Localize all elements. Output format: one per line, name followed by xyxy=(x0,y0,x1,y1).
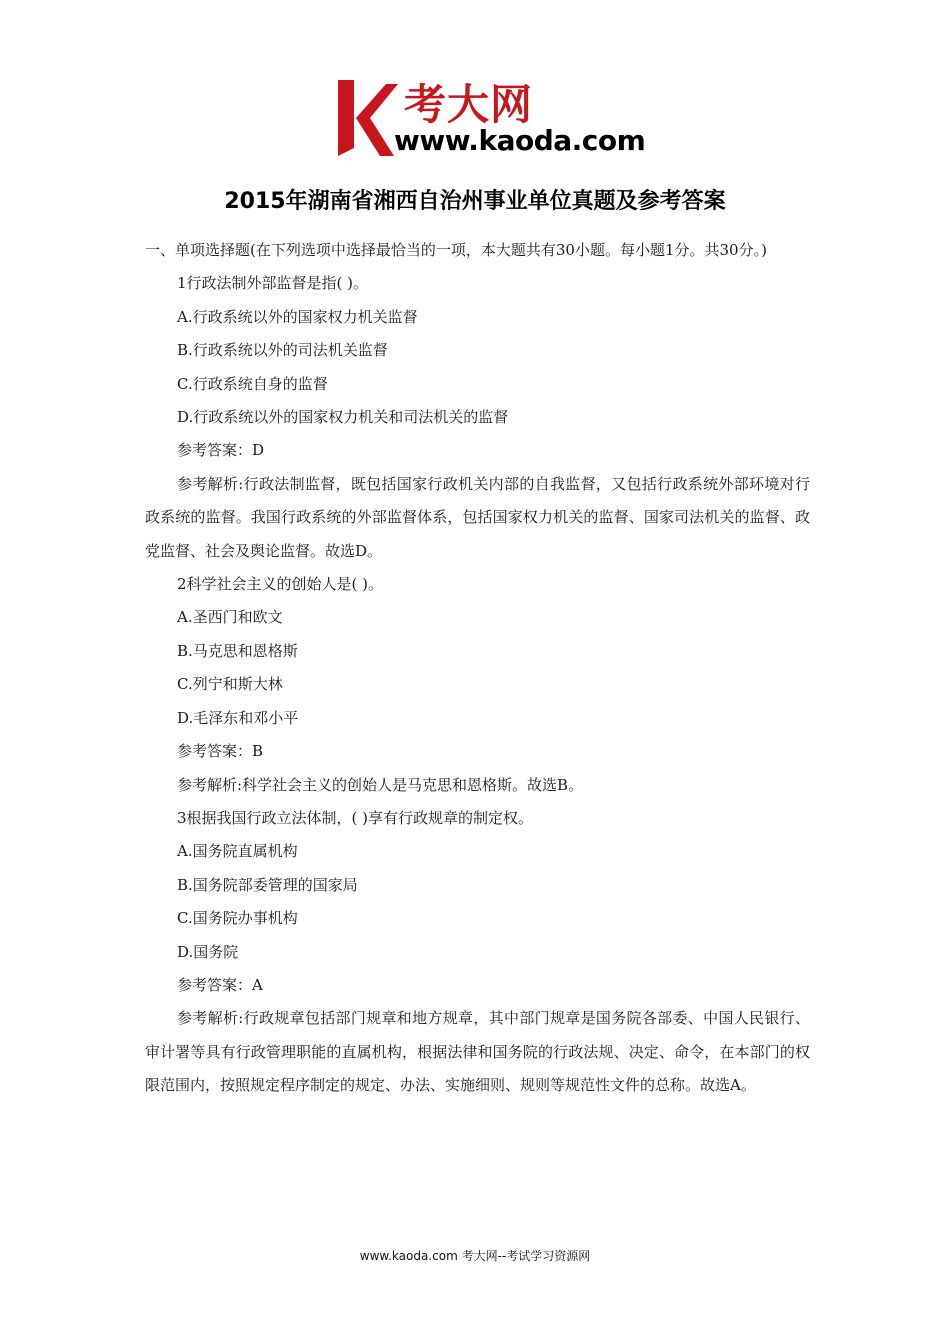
question-2 xyxy=(145,568,810,802)
k-logo-icon xyxy=(334,78,400,158)
option-a: A.国务院直属机构 xyxy=(177,842,298,861)
logo-chinese-name: 考大网 xyxy=(404,80,534,129)
analysis: 参考解析:行政法制监督，既包括国家行政机关内部的自我监督，又包括行政系统外部环境对行政系统的监督。我国行政系统的外部监督体系，包括国家权力机关的监督、国家司法机关的监督、政党监督、社会及舆论监督。故选D。 xyxy=(145,474,810,560)
option-c: C.行政系统自身的监督 xyxy=(177,374,328,393)
site-logo[interactable] xyxy=(334,78,654,160)
section-intro: 一、单项选择题(在下列选项中选择最恰当的一项，本大题共有30小题。每小题1分。共30分。) xyxy=(145,241,767,259)
answer: 参考答案：B xyxy=(177,742,264,761)
document-body xyxy=(145,234,810,1103)
option-c: C.列宁和斯大林 xyxy=(177,675,283,694)
option-c: C.国务院办事机构 xyxy=(177,909,298,928)
option-d: D.毛泽东和邓小平 xyxy=(177,708,299,727)
analysis: 参考解析:科学社会主义的创始人是马克思和恩格斯。故选B。 xyxy=(177,775,584,794)
option-d: D.行政系统以外的国家权力机关和司法机关的监督 xyxy=(177,408,509,427)
document-title: 2015年湖南省湘西自治州事业单位真题及参考答案 xyxy=(224,189,726,214)
answer: 参考答案：A xyxy=(177,975,263,994)
option-a: A.圣西门和欧文 xyxy=(177,608,283,627)
question-stem: 3根据我国行政立法体制，( )享有行政规章的制定权。 xyxy=(177,808,534,827)
question-stem: 2科学社会主义的创始人是( )。 xyxy=(177,575,384,594)
analysis: 参考解析:行政规章包括部门规章和地方规章，其中部门规章是国务院各部委、中国人民银行、审计署等具有行政管理职能的直属机构，根据法律和国务院的行政法规、决定、命令，在本部门的权限范围内，按照规定程序制定的规定、办法、实施细则、规则等规范性文件的总称。故选A。 xyxy=(145,1009,810,1095)
option-d: D.国务院 xyxy=(177,942,239,961)
question-stem: 1行政法制外部监督是指( )。 xyxy=(177,274,369,293)
option-b: B.马克思和恩格斯 xyxy=(177,641,298,660)
question-1 xyxy=(145,267,810,568)
page-footer[interactable]: www.kaoda.com 考大网--考试学习资源网 xyxy=(359,1249,591,1263)
answer: 参考答案：D xyxy=(177,441,265,460)
option-b: B.行政系统以外的司法机关监督 xyxy=(177,341,388,360)
logo-url: www.kaoda.com xyxy=(394,124,646,157)
option-b: B.国务院部委管理的国家局 xyxy=(177,875,358,894)
option-a: A.行政系统以外的国家权力机关监督 xyxy=(177,307,418,326)
question-3 xyxy=(145,802,810,1103)
